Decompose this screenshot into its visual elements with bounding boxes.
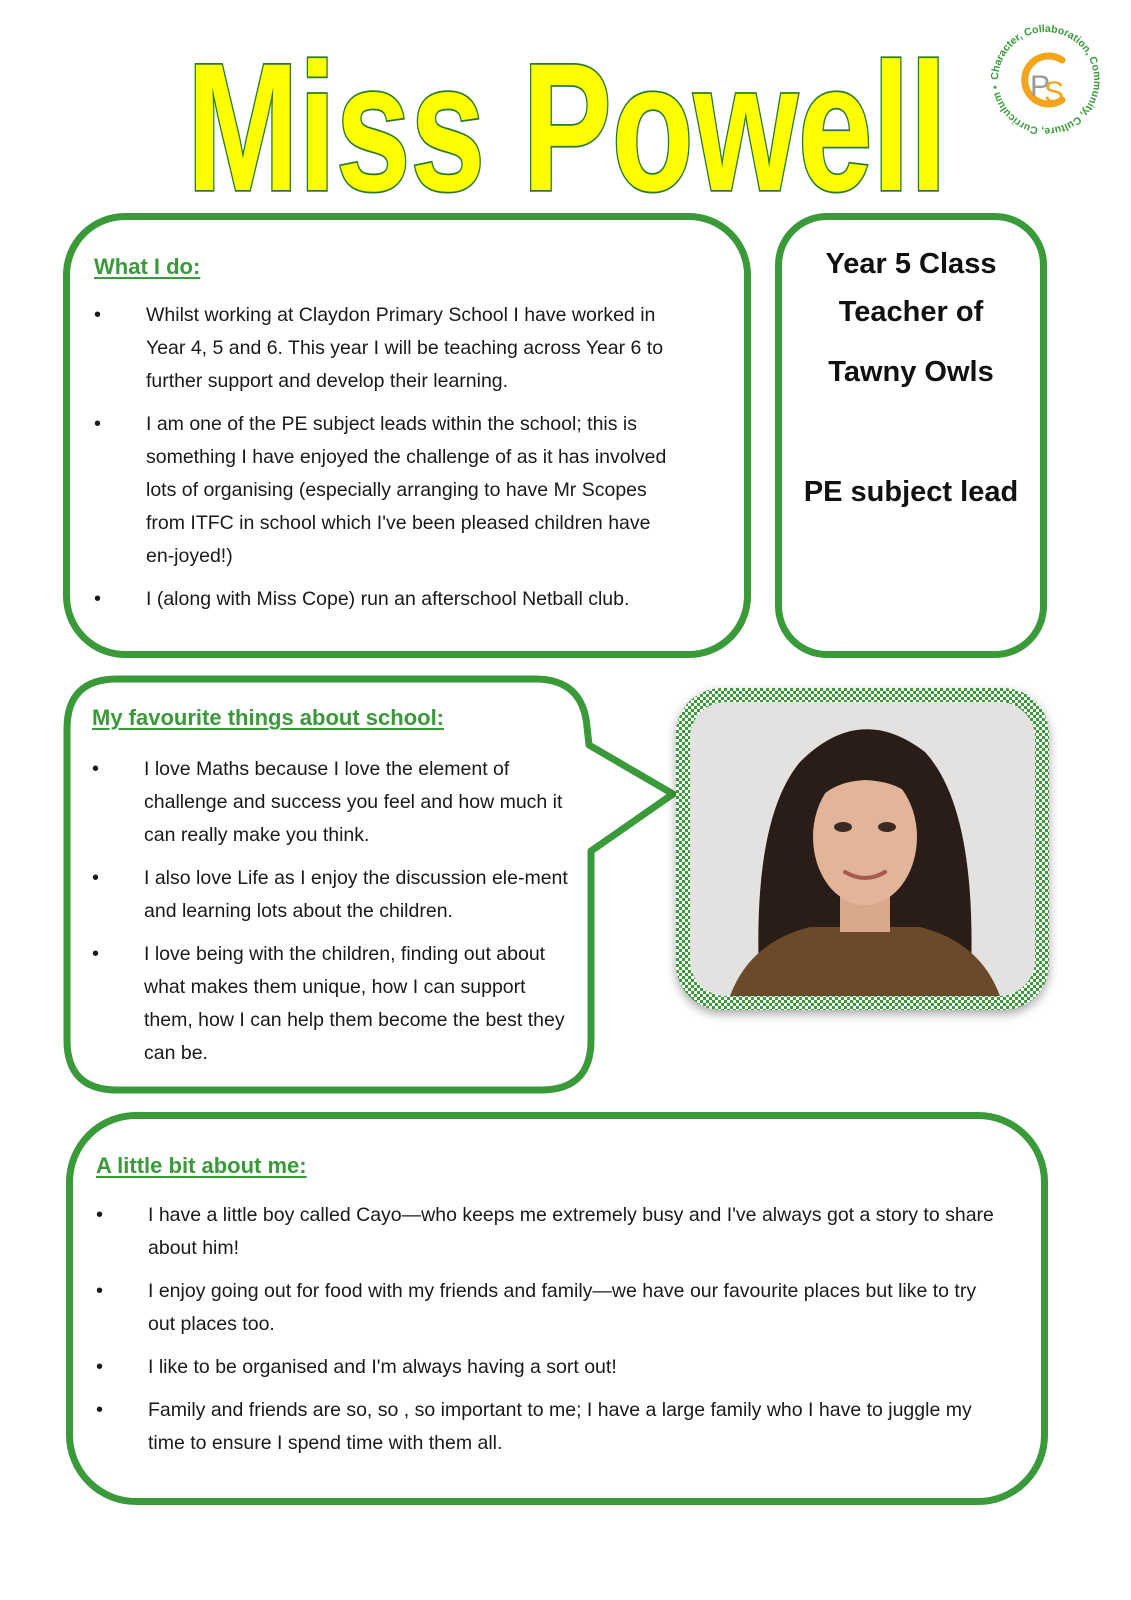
list-item: • Whilst working at Claydon Primary School I have worked in Year 4, 5 and 6. This year I will be teaching across Year 6 to further support and develop their learning. xyxy=(94,299,684,398)
list-item: • I love Maths because I love the element of challenge and success you feel and how much it can really make you think. xyxy=(92,753,572,852)
list-item: • I am one of the PE subject leads within the school; this is something I have enjoyed the challenge of as it has involved lots of organising (especially arranging to have Mr Scopes from ITFC in school which I've been pleased children have en-joyed!) xyxy=(94,408,684,573)
list-item: • I also love Life as I enjoy the discussion ele-ment and learning lots about the children. xyxy=(92,862,572,928)
what-i-do-list xyxy=(94,299,684,626)
list-item: • I (along with Miss Cope) run an afterschool Netball club. xyxy=(94,583,684,616)
school-logo xyxy=(982,16,1110,144)
role-line: PE subject lead xyxy=(803,476,1019,508)
svg-text:S: S xyxy=(1043,76,1065,109)
about-me-list xyxy=(96,1199,996,1470)
role-line: Year 5 Class xyxy=(825,248,997,280)
role-panel xyxy=(775,213,1047,658)
list-item: • I like to be organised and I'm always having a sort out! xyxy=(96,1351,996,1384)
svg-text:P: P xyxy=(1029,70,1051,103)
favourites-list xyxy=(92,753,572,1080)
page-title-text: Miss Powell xyxy=(187,38,947,213)
portrait-photo xyxy=(690,702,1035,996)
list-item: • Family and friends are so, so , so important to me; I have a large family who I have to juggle my time to ensure I spend time with them all. xyxy=(96,1394,996,1460)
about-me-panel xyxy=(66,1112,1048,1505)
page-title xyxy=(185,38,985,213)
what-i-do-panel xyxy=(63,213,751,658)
role-line: Teacher of xyxy=(838,296,984,328)
favourites-heading: My favourite things about school: xyxy=(92,705,445,730)
list-item: • I enjoy going out for food with my friends and family—we have our favourite places but like to try out places too. xyxy=(96,1275,996,1341)
list-item: • I love being with the children, finding out about what makes them unique, how I can support them, how I can help them become the best they can be. xyxy=(92,938,572,1070)
list-item: • I have a little boy called Cayo—who keeps me extremely busy and I've always got a story to share about him! xyxy=(96,1199,996,1265)
role-line: Tawny Owls xyxy=(828,356,994,388)
about-me-heading: A little bit about me: xyxy=(96,1153,307,1178)
portrait-photo-frame xyxy=(676,688,1049,1010)
logo-ring-text: Character, Collaboration, Community, Culture, Curriculum • xyxy=(988,22,1104,138)
what-i-do-heading: What I do: xyxy=(94,254,201,279)
